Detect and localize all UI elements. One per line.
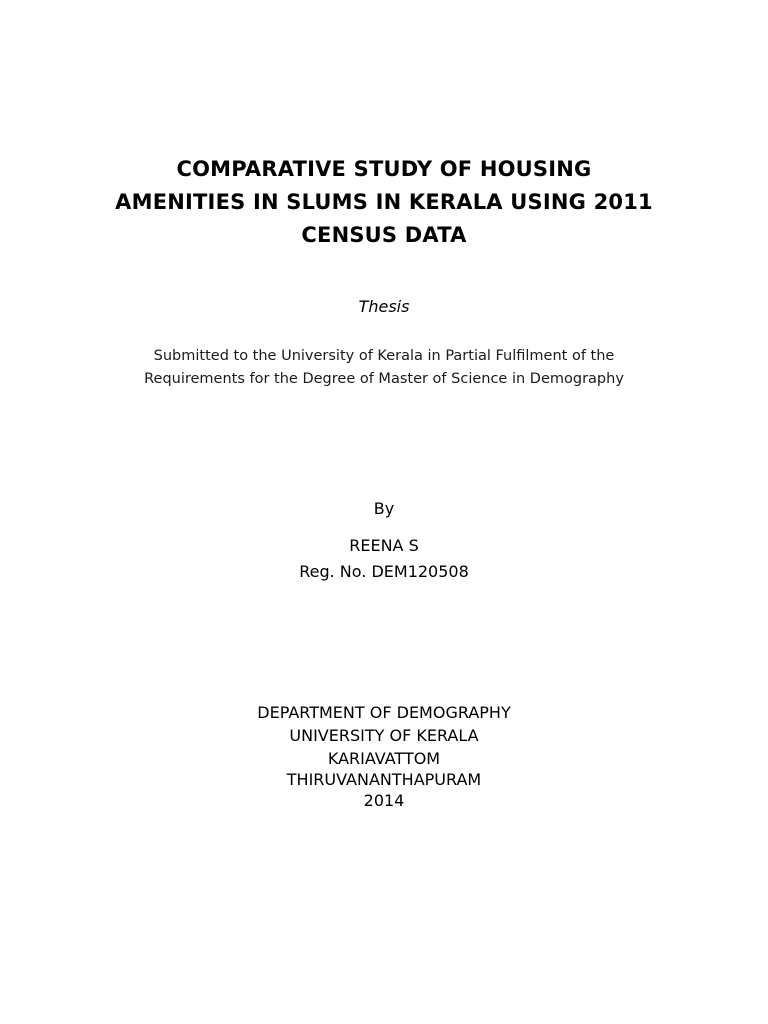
author-name: REENA S	[349, 536, 419, 555]
by-label: By	[373, 499, 395, 518]
city-name: THIRUVANANTHAPURAM	[286, 770, 482, 789]
thesis-title-line-2: AMENITIES IN SLUMS IN KERALA USING 2011	[115, 190, 653, 214]
campus-name: KARIAVATTOM	[327, 749, 441, 768]
registration-number: Reg. No. DEM120508	[299, 562, 469, 581]
thesis-title-line-3: CENSUS DATA	[301, 223, 467, 247]
university-name: UNIVERSITY OF KERALA	[289, 726, 479, 745]
submission-statement-line-2: Requirements for the Degree of Master of Science in Demography	[144, 371, 624, 387]
thesis-title-line-1: COMPARATIVE STUDY OF HOUSING	[176, 157, 592, 181]
submission-year: 2014	[363, 791, 405, 810]
department-name: DEPARTMENT OF DEMOGRAPHY	[257, 703, 511, 722]
submission-statement-line-1: Submitted to the University of Kerala in Partial Fulfilment of the	[153, 348, 615, 364]
document-type: Thesis	[358, 297, 410, 316]
